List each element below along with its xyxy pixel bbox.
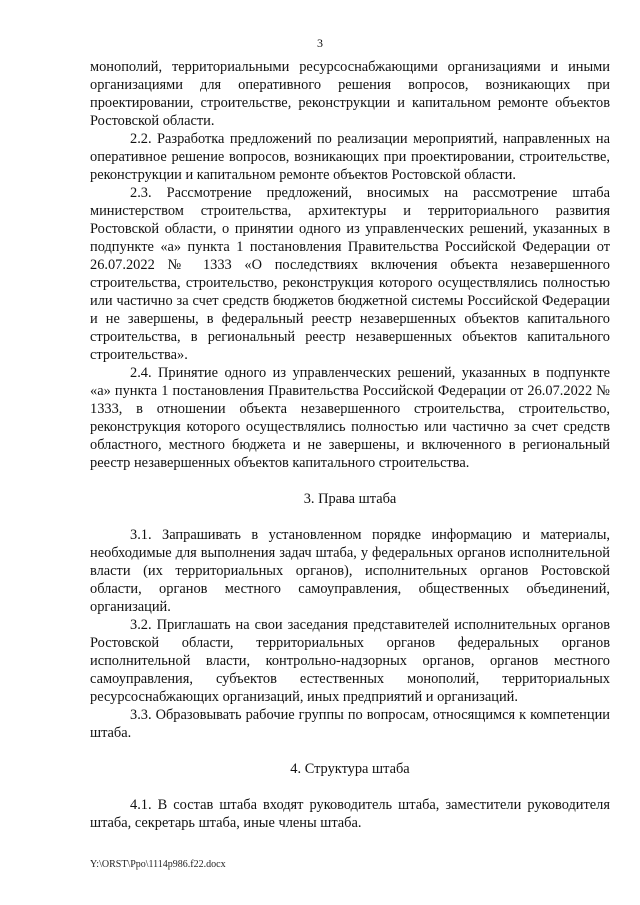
page-number: 3: [317, 36, 323, 50]
document-footer-path: Y:\ORST\Ppo\1114p986.f22.docx: [90, 859, 226, 870]
paragraph-3-2: 3.2. Приглашать на свои заседания представителей исполнительных органов Ростовской области, территориальных органов федеральных органов исполнительной власти, контрольно-надзорных органов, органов местного самоуправления, субъектов естественных монополий, территориальных ресурсоснабжающих организаций, иных предприятий и организаций.: [90, 617, 610, 705]
paragraph-2-2: 2.2. Разработка предложений по реализации мероприятий, направленных на оперативное решение вопросов, возникающих при проектировании, строительстве, реконструкции и капитальном ремонте объектов Ростовской области.: [90, 131, 610, 183]
paragraph-4-1: 4.1. В состав штаба входят руководитель штаба, заместители руководителя штаба, секретарь штаба, иные члены штаба.: [90, 797, 610, 831]
paragraph-3-3: 3.3. Образовывать рабочие группы по вопросам, относящимся к компетенции штаба.: [90, 707, 610, 741]
paragraph-continuation: монополий, территориальными ресурсоснабжающими организациями и иными организациями для оперативного решения вопросов, возникающих при проектировании, строительстве, реконструкции и капитальном ремонте объектов Ростовской области.: [90, 59, 610, 129]
paragraph-2-4: 2.4. Принятие одного из управленческих решений, указанных в подпункте «а» пункта 1 постановления Правительства Российской Федерации от 26.07.2022 № 1333, в отношении объекта незавершенного строительства, строительство, реконструкция которого осуществлялись полностью или частично за счет средств областного, местного бюджета и не завершены, и включенного в региональный реестр незавершенных объектов капитального строительства.: [90, 365, 610, 471]
section-heading-3: 3. Права штаба: [303, 491, 397, 507]
paragraph-3-1: 3.1. Запрашивать в установленном порядке информацию и материалы, необходимые для выполнения задач штаба, у федеральных органов исполнительной власти (их территориальных органов), исполнительных органов Ростовской области, органов местного самоуправления, общественных объединений, организаций.: [90, 527, 610, 615]
section-heading-4: 4. Структура штаба: [290, 761, 410, 777]
document-body: [90, 58, 610, 832]
paragraph-2-3: 2.3. Рассмотрение предложений, вносимых на рассмотрение штаба министерством строительства, архитектуры и территориального развития Ростовской области, о принятии одного из управленческих решений, указанных в подпункте «а» пункта 1 постановления Правительства Российской Федерации от 26.07.2022 № 1333 «О последствиях включения объекта незавершенного строительства, строительство, реконструкция которого осуществлялись полностью или частично за счет средств бюджетов бюджетной системы Российской Федерации и не завершены, в федеральный реестр незавершенных объектов капитального строительства, в региональный реестр незавершенных объектов капитального строительства».: [90, 185, 610, 363]
